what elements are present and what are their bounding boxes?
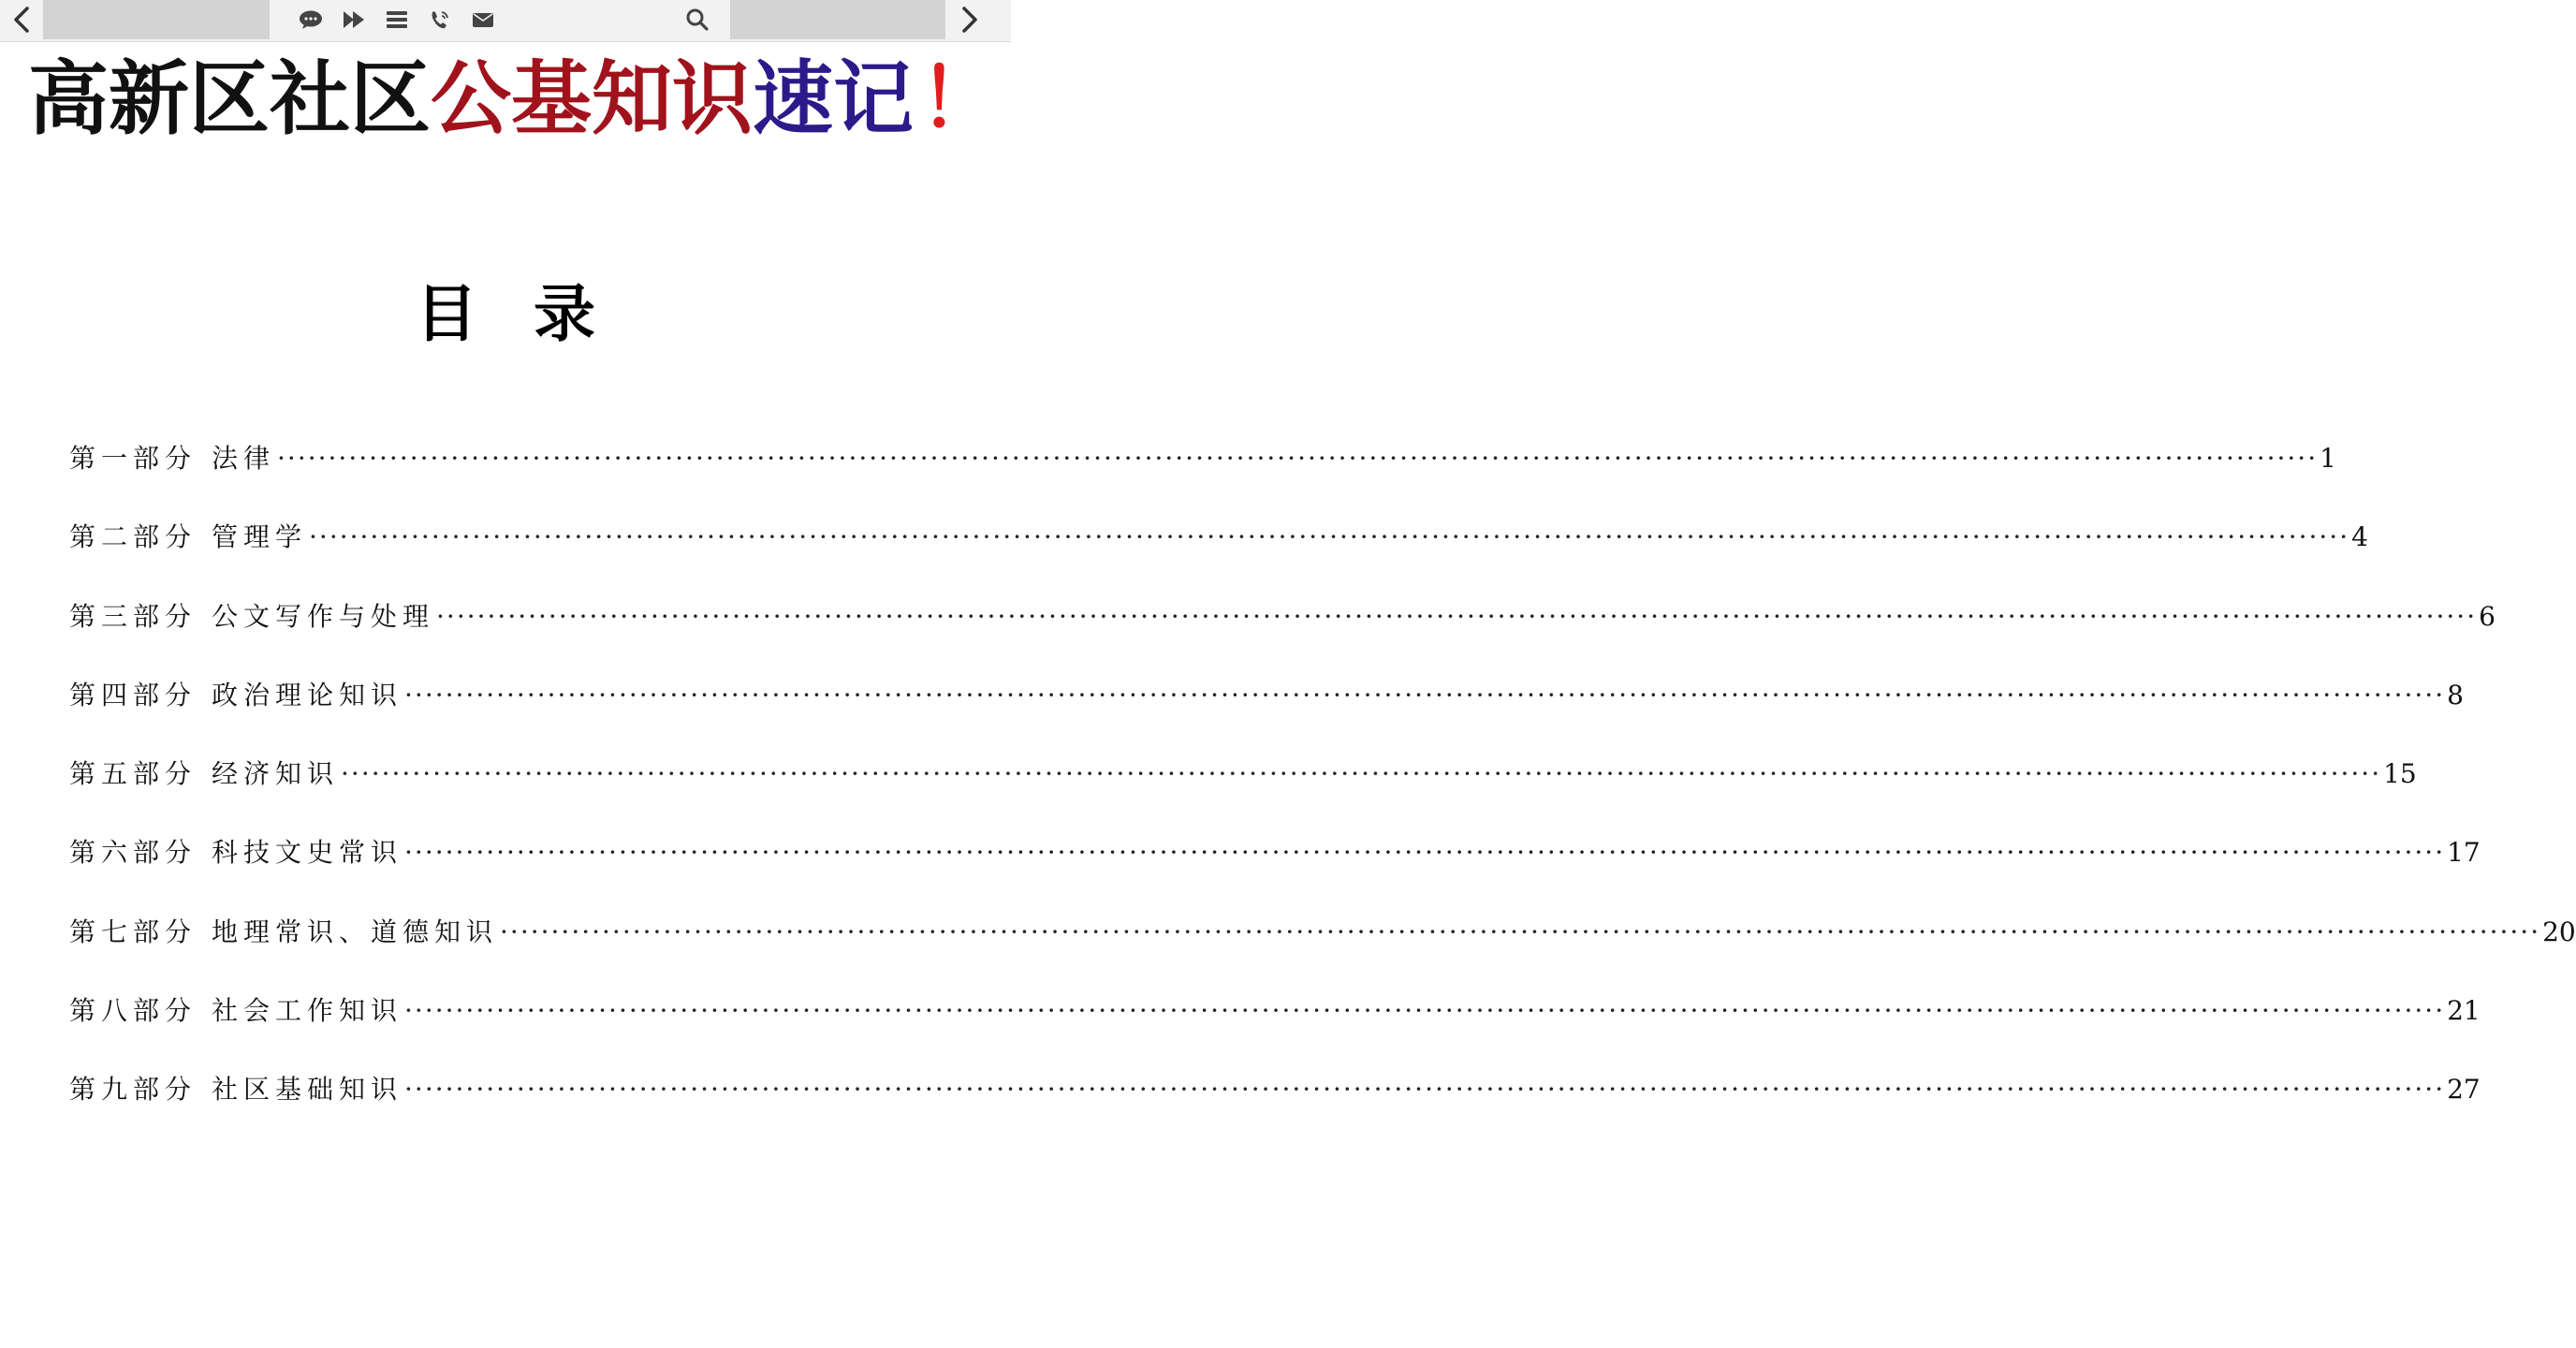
headline-black-text: 高新区社区 xyxy=(28,52,431,146)
search-button[interactable] xyxy=(665,0,730,39)
toc-entry-leader-dots: ········································································································································································································ xyxy=(277,443,2319,474)
toc-entry-part: 第四部分 xyxy=(69,679,198,711)
chevron-left-icon xyxy=(11,6,32,34)
search-icon xyxy=(685,7,710,32)
mail-icon[interactable] xyxy=(472,8,494,31)
headline xyxy=(0,52,1011,155)
chevron-right-icon xyxy=(959,6,980,34)
toc-entry[interactable] xyxy=(69,912,2576,990)
toc-entry-part: 第九部分 xyxy=(69,1074,198,1106)
list-icon[interactable] xyxy=(386,8,408,31)
toc-entry-page-number: 1 xyxy=(2320,443,2336,474)
toc-entry-part: 第五部分 xyxy=(69,758,198,790)
toc-entry-page-number: 15 xyxy=(2383,758,2417,790)
toolbar-segment-left xyxy=(43,0,270,39)
toc-entry-page-number: 4 xyxy=(2351,521,2368,553)
toc-entry-leader-dots: ········································································································································································································ xyxy=(436,600,2478,632)
toc-entry-page-number: 6 xyxy=(2479,600,2496,632)
toc-entry-name: 地理常识、道德知识 xyxy=(212,916,499,947)
toc-entry-part: 第二部分 xyxy=(69,521,198,553)
toc-entry-page-number: 21 xyxy=(2447,995,2481,1027)
toolbar-segment-right xyxy=(730,0,945,39)
toc-entry-part: 第七部分 xyxy=(69,916,198,947)
toc-entry[interactable] xyxy=(69,675,2464,754)
toc-entry-page-number: 17 xyxy=(2447,837,2481,869)
toc-entry-page-number: 8 xyxy=(2447,679,2464,711)
toc-entry-name: 管理学 xyxy=(212,521,308,553)
toc-entry-leader-dots: ········································································································································································································ xyxy=(500,916,2541,947)
toc-entry-name: 政治理论知识 xyxy=(212,679,403,711)
chat-bubble-icon[interactable] xyxy=(300,8,322,31)
toc-entry[interactable] xyxy=(69,754,2417,832)
toc-entry-part: 第八部分 xyxy=(69,995,198,1027)
toc-entry-leader-dots: ········································································································································································································ xyxy=(341,758,2382,790)
toc-entry-leader-dots: ········································································································································································································ xyxy=(404,679,2446,711)
toc-entry-leader-dots: ········································································································································································································ xyxy=(309,521,2350,553)
toc-entry-name: 法律 xyxy=(212,443,276,474)
toc-entry-part: 第一部分 xyxy=(69,443,198,474)
toc-entry-name: 科技文史常识 xyxy=(212,837,403,869)
toc-entry-page-number: 27 xyxy=(2447,1074,2481,1106)
toc-title: 目录 xyxy=(416,278,651,350)
toc-entry[interactable] xyxy=(69,517,2368,595)
forward-button[interactable] xyxy=(945,0,994,39)
toc-entry-leader-dots: ········································································································································································································ xyxy=(404,837,2446,869)
toc-entry[interactable] xyxy=(69,832,2481,911)
toc-entry[interactable] xyxy=(69,990,2481,1069)
headline-blue-text: 速记 xyxy=(753,52,914,146)
top-toolbar xyxy=(0,0,1011,42)
phone-icon[interactable] xyxy=(429,8,451,31)
toc-entry[interactable] xyxy=(69,596,2496,675)
toc-entry-name: 公文写作与处理 xyxy=(212,600,435,632)
toc-entry-part: 第三部分 xyxy=(69,600,198,632)
toc-entry-name: 社区基础知识 xyxy=(212,1074,403,1106)
fast-forward-icon[interactable] xyxy=(343,8,365,31)
toc-list xyxy=(69,438,2576,1149)
toolbar-icon-group xyxy=(271,0,665,39)
toc-entry-leader-dots: ········································································································································································································ xyxy=(404,995,2446,1027)
toc-entry-name: 经济知识 xyxy=(212,758,340,790)
toc-entry[interactable] xyxy=(69,1069,2481,1148)
toc-entry-name: 社会工作知识 xyxy=(212,995,403,1027)
toc-entry[interactable] xyxy=(69,438,2336,517)
toc-entry-part: 第六部分 xyxy=(69,837,198,869)
toc-entry-page-number: 20 xyxy=(2542,916,2576,947)
headline-red-text: 公基知识 xyxy=(431,52,753,146)
headline-exclamation: ！ xyxy=(919,52,1000,146)
toc-entry-leader-dots: ········································································································································································································ xyxy=(404,1074,2446,1106)
back-button[interactable] xyxy=(0,0,43,39)
